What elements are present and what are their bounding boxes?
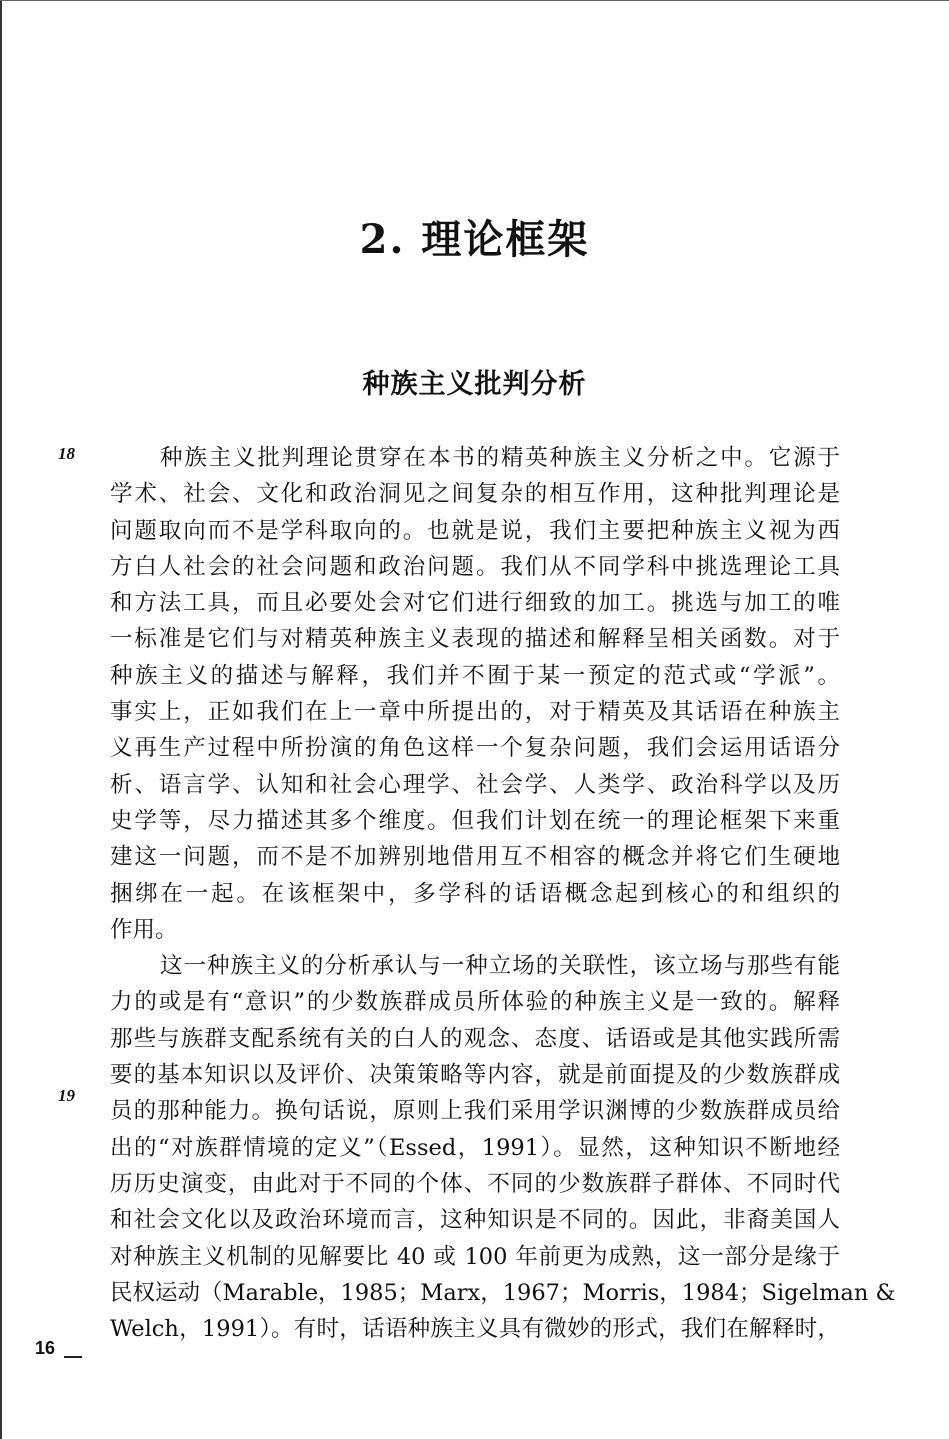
text-line: 作用。 [110,916,178,943]
text-line: 义再生产过程中所扮演的角色这样一个复杂问题，我们会运用话语分 [110,735,840,762]
text-line: 种族主义的描述与解释，我们并不囿于某一预定的范式或“学派”。 [110,662,840,689]
text-line: 建这一问题，而不是不加辨别地借用互不相容的概念并将它们生硬地 [110,844,840,871]
text-line: 方白人社会的社会问题和政治问题。我们从不同学科中挑选理论工具 [110,553,840,580]
text-line: 历历史演变，由此对于不同的个体、不同的少数族群子群体、不同时代 [110,1170,840,1197]
text-line: 析、语言学、认知和社会心理学、社会学、人类学、政治科学以及历 [110,771,840,798]
text-line: 和方法工具，而且必要处会对它们进行细致的加工。挑选与加工的唯 [110,590,840,617]
text-line: 出的“对族群情境的定义”（Essed，1991）。显然，这种知识不断地经 [110,1134,840,1161]
page-edge-top [0,0,949,1]
text-line: 问题取向而不是学科取向的。也就是说，我们主要把种族主义视为西 [110,517,840,544]
page-number-rule [64,1356,82,1358]
text-line: 捆绑在一起。在该框架中，多学科的话语概念起到核心的和组织的 [110,880,840,907]
text-line: 这一种族主义的分析承认与一种立场的关联性，该立场与那些有能 [160,953,840,980]
text-line: 对种族主义机制的见解要比 40 或 100 年前更为成熟，这一部分是缘于 [110,1243,840,1270]
text-line: 力的或是有“意识”的少数族群成员所体验的种族主义是一致的。解释 [110,989,840,1016]
text-line: 史学等，尽力描述其多个维度。但我们计划在统一的理论框架下来重 [110,807,840,834]
text-line: 那些与族群支配系统有关的白人的观念、态度、话语或是其他实践所需 [110,1025,840,1052]
text-line: Welch，1991）。有时，话语种族主义具有微妙的形式，我们在解释时， [110,1316,840,1343]
text-line: 学术、社会、文化和政治洞见之间复杂的相互作用，这种批判理论是 [110,481,840,508]
text-line: 一标准是它们与对精英种族主义表现的描述和解释呈相关函数。对于 [110,626,840,653]
text-line: 员的那种能力。换句话说，原则上我们采用学识渊博的少数族群成员给 [110,1098,840,1125]
section-title: 种族主义批判分析 [362,369,587,400]
text-line: 民权运动（Marable，1985；Marx，1967；Morris，1984；Sigelman & [110,1279,896,1306]
text-line: 和社会文化以及政治环境而言，这种知识是不同的。因此，非裔美国人 [110,1207,840,1234]
text-line: 种族主义批判理论贯穿在本书的精英种族主义分析之中。它源于 [160,445,840,471]
text-line: 事实上，正如我们在上一章中所提出的，对于精英及其话语在种族主 [110,699,840,726]
body-text [110,440,896,1347]
text-line: 要的基本知识以及评价、决策策略等内容，就是前面提及的少数族群成 [110,1062,840,1089]
margin-page-ref: 19 [58,1086,75,1105]
margin-page-ref: 18 [58,444,75,463]
page-number: 16 [35,1338,56,1358]
chapter-title: 2. 理论框架 [359,216,590,263]
